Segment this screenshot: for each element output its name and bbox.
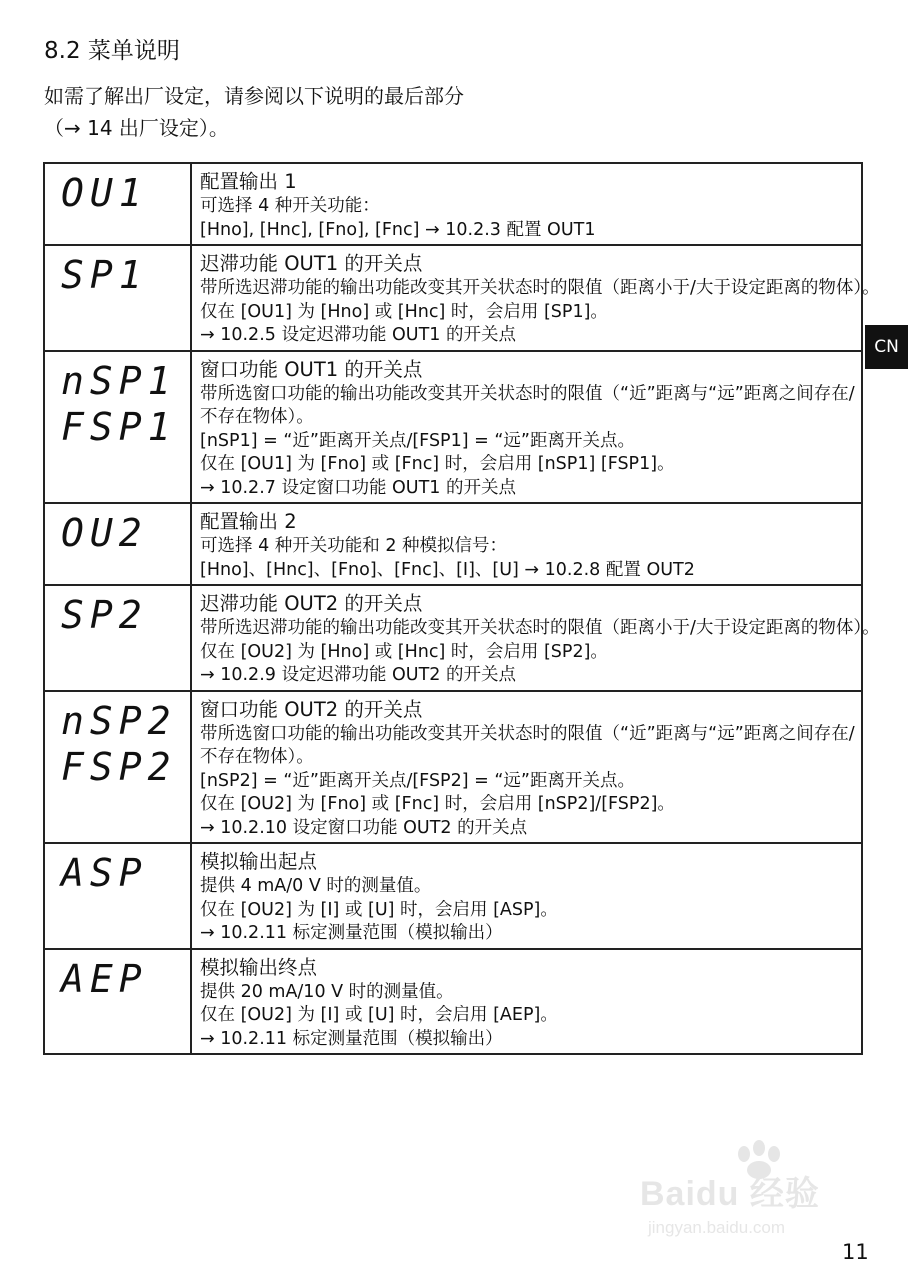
display-code: FSP2 — [61, 744, 177, 789]
language-tab: CN — [865, 325, 908, 369]
description-cell — [191, 245, 880, 351]
display-code-cell — [44, 245, 191, 351]
menu-table — [43, 162, 880, 1055]
description-line: 仅在 [OU2] 为 [I] 或 [U] 时，会启用 [AEP]。 — [200, 1005, 558, 1025]
page-number: 11 — [842, 1240, 869, 1264]
display-code: SP2 — [61, 593, 148, 637]
display-code: OU1 — [61, 171, 148, 215]
description-line: 仅在 [OU2] 为 [Fno] 或 [Fnc] 时，会启用 [nSP2]/[FSP2]。 — [200, 794, 675, 814]
display-code: nSP1 — [61, 358, 177, 403]
description-line: → 10.2.9 设定迟滞功能 OUT2 的开关点 — [200, 665, 516, 685]
description-line: 仅在 [OU2] 为 [Hno] 或 [Hnc] 时，会启用 [SP2]。 — [200, 641, 608, 662]
description-cell — [191, 585, 880, 691]
description-cell — [191, 503, 862, 585]
description-line: [nSP1] = “近”距离开关点/[FSP1] = “远”距离开关点。 — [200, 430, 635, 451]
menu-item-title: 窗口功能 OUT1 的开关点 — [200, 357, 423, 381]
description-line: 带所选窗口功能的输出功能改变其开关状态时的限值（“近”距离与“远”距离之间存在/不存在物体）。 — [200, 383, 855, 427]
display-code: nSP2 — [61, 698, 177, 743]
display-codes — [45, 164, 190, 216]
menu-row — [44, 843, 862, 949]
description-line: 仅在 [OU1] 为 [Hno] 或 [Hnc] 时，会启用 [SP1]。 — [200, 301, 608, 322]
description-cell — [191, 949, 862, 1055]
description-line: 提供 4 mA/0 V 时的测量值。 — [200, 876, 432, 896]
description-line: → 10.2.11 标定测量范围（模拟输出） — [200, 923, 503, 943]
display-code-cell — [44, 351, 191, 504]
display-code: OU2 — [61, 511, 148, 555]
description-line: [Hno], [Hnc], [Fno], [Fnc] → 10.2.3 配置 OUT1 — [200, 219, 596, 240]
intro-text — [44, 80, 844, 144]
description-line: 提供 20 mA/10 V 时的测量值。 — [200, 981, 454, 1002]
description-line: → 10.2.10 设定窗口功能 OUT2 的开关点 — [200, 817, 528, 838]
menu-row — [44, 585, 862, 691]
watermark — [640, 1140, 875, 1260]
description-line: 可选择 4 种开关功能和 2 种模拟信号： — [200, 536, 508, 556]
display-code: AEP — [61, 956, 148, 1001]
display-code-cell — [44, 949, 191, 1055]
watermark-brand: Baidu 经验 — [640, 1175, 820, 1213]
intro-line: 如需了解出厂设定，请参阅以下说明的最后部分 — [44, 84, 464, 108]
description-line: 带所选窗口功能的输出功能改变其开关状态时的限值（“近”距离与“远”距离之间存在/不存在物体）。 — [200, 723, 855, 767]
description-line: 带所选迟滞功能的输出功能改变其开关状态时的限值（距离小于/大于设定距离的物体）。 — [200, 278, 880, 298]
menu-item-title: 模拟输出终点 — [200, 955, 318, 979]
description-line: 带所选迟滞功能的输出功能改变其开关状态时的限值（距离小于/大于设定距离的物体）。 — [200, 618, 880, 638]
menu-item-title: 配置输出 1 — [200, 170, 297, 193]
menu-row — [44, 245, 862, 351]
section-heading: 8.2 菜单说明 — [44, 38, 180, 64]
display-code-cell — [44, 503, 191, 585]
display-code-cell — [44, 691, 191, 844]
menu-row — [44, 163, 862, 245]
menu-row — [44, 691, 862, 844]
display-code: FSP1 — [61, 404, 177, 449]
menu-item-title: 配置输出 2 — [200, 510, 297, 533]
description-cell — [191, 351, 862, 504]
description-line: 可选择 4 种开关功能： — [200, 196, 380, 216]
description-line: [Hno]、[Hnc]、[Fno]、[Fnc]、[I]、[U] → 10.2.8 配置 OUT2 — [200, 559, 695, 580]
display-code-cell — [44, 843, 191, 949]
description-line: 仅在 [OU1] 为 [Fno] 或 [Fnc] 时，会启用 [nSP1] [FSP1]。 — [200, 454, 675, 474]
display-code-cell — [44, 585, 191, 691]
menu-table-body — [44, 163, 880, 1054]
description-cell — [191, 843, 862, 949]
display-codes — [45, 692, 190, 790]
menu-row — [44, 351, 862, 504]
intro-line: （→ 14 出厂设定）。 — [44, 116, 229, 140]
description-cell — [191, 163, 862, 245]
description-line: → 10.2.11 标定测量范围（模拟输出） — [200, 1028, 503, 1049]
menu-item-title: 迟滞功能 OUT1 的开关点 — [200, 252, 423, 275]
menu-item-title: 窗口功能 OUT2 的开关点 — [200, 697, 423, 721]
display-codes — [45, 950, 190, 1002]
display-codes — [45, 844, 190, 896]
menu-row — [44, 949, 862, 1055]
menu-row — [44, 503, 862, 585]
display-code: SP1 — [61, 253, 148, 297]
menu-item-title: 迟滞功能 OUT2 的开关点 — [200, 592, 423, 615]
display-code-cell — [44, 163, 191, 245]
description-line: → 10.2.7 设定窗口功能 OUT1 的开关点 — [200, 477, 516, 498]
display-codes — [45, 352, 190, 450]
display-codes — [45, 504, 190, 556]
description-line: [nSP2] = “近”距离开关点/[FSP2] = “远”距离开关点。 — [200, 770, 635, 791]
display-code: ASP — [61, 851, 148, 895]
description-cell — [191, 691, 862, 844]
description-line: 仅在 [OU2] 为 [I] 或 [U] 时，会启用 [ASP]。 — [200, 899, 558, 920]
watermark-url: jingyan.baidu.com — [648, 1218, 786, 1237]
display-codes — [45, 586, 190, 638]
description-line: → 10.2.5 设定迟滞功能 OUT1 的开关点 — [200, 325, 516, 345]
menu-item-title: 模拟输出起点 — [200, 850, 318, 873]
display-codes — [45, 246, 190, 298]
